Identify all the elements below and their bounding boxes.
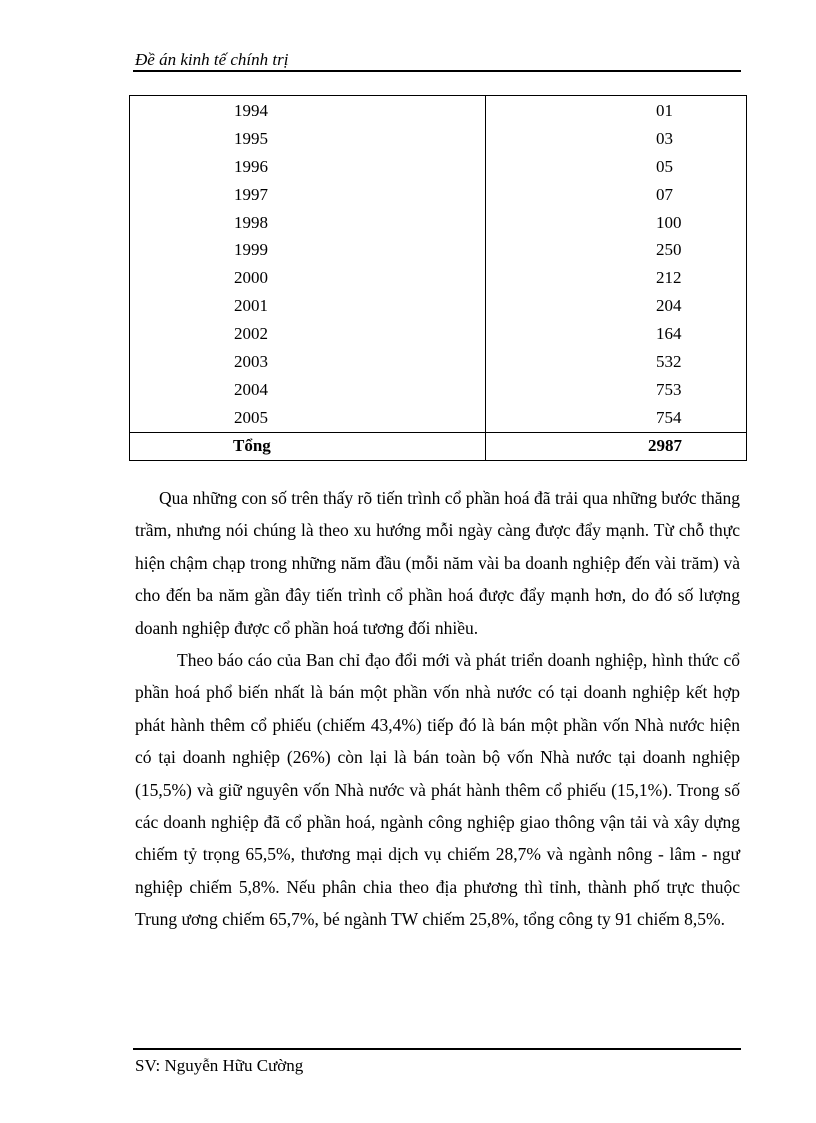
year-cell: 1994 bbox=[234, 100, 268, 120]
count-cell: 164 bbox=[486, 320, 747, 348]
table-row bbox=[130, 348, 747, 376]
year-cell: 1999 bbox=[234, 240, 268, 260]
body-text bbox=[135, 482, 740, 936]
year-cell: 1996 bbox=[234, 156, 268, 176]
paragraph: Theo báo cáo của Ban chỉ đạo đổi mới và phát triển doanh nghiệp, hình thức cổ phần hoá phổ biến nhất là bán một phần vốn nhà nước có tại doanh nghiệp kết hợp phát hành thêm cổ phiếu (chiếm 43,4%) tiếp đó là bán một phần vốn Nhà nước hiện có tại doanh nghiệp (26%) còn lại là bán toàn bộ vốn Nhà nước tại doanh nghiệp (15,5%) và giữ nguyên vốn Nhà nước và phát hành thêm cổ phiếu (15,1%). Trong số các doanh nghiệp đã cổ phần hoá, ngành công nghiệp giao thông vận tải và xây dựng chiếm tỷ trọng 65,5%, thương mại dịch vụ chiếm 28,7% và ngành nông - lâm - ngư nghiệp chiếm 5,8%. Nếu phân chia theo địa phương thì tỉnh, thành phố trực thuộc Trung ương chiếm 65,7%, bé ngành TW chiếm 25,8%, tổng công ty 91 chiếm 8,5%. bbox=[135, 650, 740, 930]
count-cell: 01 bbox=[486, 96, 747, 125]
count-cell: 07 bbox=[486, 181, 747, 209]
year-cell: 2001 bbox=[234, 296, 268, 316]
table-row bbox=[130, 404, 747, 432]
equitization-table bbox=[129, 95, 747, 461]
count-cell: 03 bbox=[486, 125, 747, 153]
table-row bbox=[130, 181, 747, 209]
table-row bbox=[130, 209, 747, 237]
count-cell: 212 bbox=[486, 264, 747, 292]
total-label: Tổng bbox=[130, 432, 486, 460]
table-row bbox=[130, 125, 747, 153]
year-cell: 2003 bbox=[234, 351, 268, 371]
count-cell: 532 bbox=[486, 348, 747, 376]
year-cell: 2000 bbox=[234, 268, 268, 288]
year-cell: 2004 bbox=[234, 379, 268, 399]
count-cell: 05 bbox=[486, 153, 747, 181]
year-cell: 1998 bbox=[234, 212, 268, 232]
table-row bbox=[130, 236, 747, 264]
year-cell: 1995 bbox=[234, 128, 268, 148]
table-row bbox=[130, 264, 747, 292]
table-row bbox=[130, 320, 747, 348]
year-cell: 2005 bbox=[234, 407, 268, 427]
paragraph: Qua những con số trên thấy rõ tiến trình cổ phần hoá đã trải qua những bước thăng trầm, nhưng nói chúng là theo xu hướng mỗi ngày càng được đẩy mạnh. Từ chỗ thực hiện chậm chạp trong những năm đầu (mỗi năm vài ba doanh nghiệp đến vài trăm) và cho đến ba năm gần đây tiến trình cổ phần hoá được đẩy mạnh hơn, do đó số lượng doanh nghiệp được cổ phần hoá tương đối nhiều. bbox=[135, 488, 740, 638]
count-cell: 250 bbox=[486, 236, 747, 264]
table-total-row bbox=[130, 432, 747, 460]
total-value: 2987 bbox=[486, 432, 747, 460]
table-row bbox=[130, 292, 747, 320]
count-cell: 753 bbox=[486, 376, 747, 404]
count-cell: 100 bbox=[486, 209, 747, 237]
count-cell: 204 bbox=[486, 292, 747, 320]
header-divider bbox=[133, 70, 741, 72]
footer-author: SV: Nguyễn Hữu Cường bbox=[135, 1056, 304, 1075]
count-cell: 754 bbox=[486, 404, 747, 432]
document-header-title: Đề án kinh tế chính trị bbox=[135, 50, 289, 69]
table-row bbox=[130, 376, 747, 404]
table-row bbox=[130, 153, 747, 181]
year-cell: 1997 bbox=[234, 184, 268, 204]
year-cell: 2002 bbox=[234, 324, 268, 344]
table-row bbox=[130, 96, 747, 125]
footer-divider bbox=[133, 1048, 741, 1050]
